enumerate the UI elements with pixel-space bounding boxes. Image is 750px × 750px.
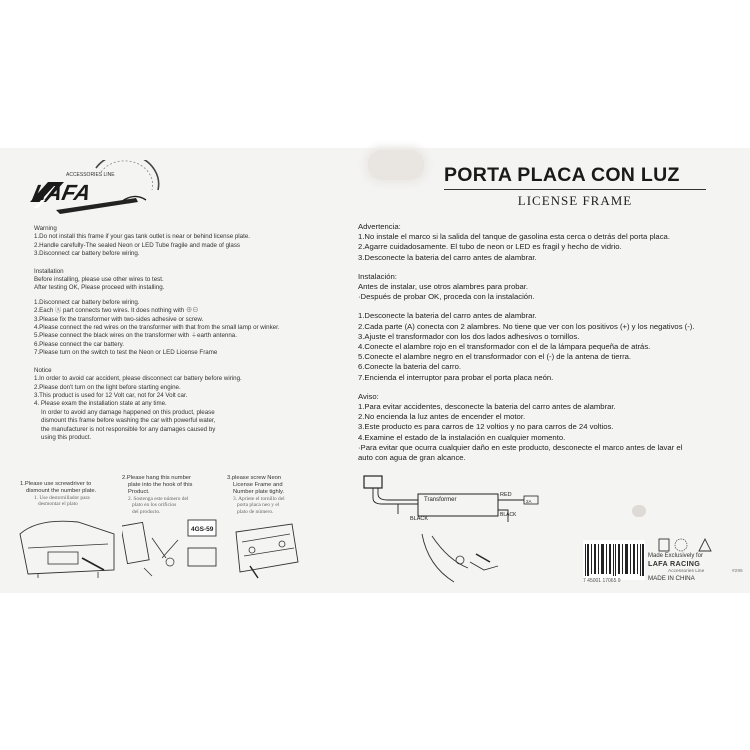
- step-item: 5.Please connect the black wires on the transformer with ⏚earth antenna.: [34, 332, 237, 340]
- notice-item: 3.This product is used for 12 Volt car, not for 24 Volt car.: [34, 391, 188, 399]
- aviso-item: ·Para evitar que ocurra cualquier daño en este producto, desconecte el marco antes de lavar el: [358, 442, 683, 452]
- red-wire-label: RED: [500, 492, 512, 498]
- step-item: 1.Disconnect car battery before wiring.: [34, 298, 140, 306]
- instalacion-intro: ·Después de probar OK, proceda con la instalación.: [358, 292, 535, 302]
- step-item: 7.Please turn on the switch to test the Neon or LED License Frame: [34, 349, 218, 357]
- notice-cont: In order to avoid any damage happened on this product, please: [41, 408, 215, 416]
- lafa-logo: [26, 160, 166, 218]
- step-2-es: 2. Sostenga este número del: [128, 496, 189, 502]
- title-rule: [444, 189, 706, 190]
- diagram-step-1: [20, 481, 130, 508]
- step-2-en: 2.Please hang this number: [122, 475, 191, 481]
- warning-item: 2.Handle carefully-The sealed Neon or LED Tube fragile and made of glass: [34, 241, 241, 249]
- brand-block: [648, 553, 738, 583]
- notice-item: 4. Please exam the installation state at any time.: [34, 400, 167, 408]
- english-instructions: [34, 225, 334, 442]
- step-1-es: 1. Use destornillador para: [34, 495, 90, 501]
- step-3-es: 3. Apriete el tornillo del: [233, 496, 285, 502]
- transformer-label: Transformer: [424, 497, 457, 503]
- car-rear-sketch: [18, 514, 118, 578]
- logo-tagline: ACCESSORIES LINE: [66, 172, 115, 178]
- lafa-seal-icon: [675, 539, 687, 551]
- plate-sample-text: 4GS-59: [191, 526, 214, 533]
- step-3-en: Number plate tighly.: [233, 489, 285, 495]
- step-3-en: 3.please screw Neon: [227, 475, 282, 481]
- aviso-item: 4.Examine el estado de la instalación en cualquier momento.: [358, 432, 566, 442]
- certification-icons: [655, 536, 725, 554]
- product-title: PORTA PLACA CON LUZ: [444, 164, 680, 186]
- hanger-hole: [368, 150, 424, 180]
- aviso-title: Aviso:: [358, 391, 379, 401]
- wiring-diagram: [358, 470, 558, 588]
- screw-plate-sketch: [232, 522, 302, 580]
- notice-title: Notice: [34, 366, 52, 374]
- battery-label: 2A: [526, 499, 532, 504]
- paso-item: 7.Encienda el interruptor para probar el porta placa neón.: [358, 372, 554, 382]
- black-wire-label-right: BLACK: [500, 512, 517, 518]
- made-for-text: Made Exclusively for: [648, 553, 704, 559]
- step-2-en: Product.: [128, 489, 150, 495]
- step-item: 3.Please fix the transformer with two-sides adhesive or screw.: [34, 315, 204, 323]
- advertencia-title: Advertencia:: [358, 222, 401, 231]
- diagram-step-2: [122, 475, 222, 515]
- qc-sticker: [632, 505, 646, 517]
- instalacion-title: Instalación:: [358, 271, 397, 281]
- installation-title: Installation: [34, 267, 64, 275]
- notice-item: 1.In order to avoid car accident, please disconnect car battery before wiring.: [34, 375, 242, 383]
- brand-name: LAFA RACING: [648, 559, 701, 569]
- warning-item: 3.Disconnect car battery before wiring.: [34, 250, 140, 258]
- warning-title: Warning: [34, 225, 57, 232]
- product-subtitle: LICENSE FRAME: [517, 193, 633, 208]
- paso-item: 2.Cada parte (A) conecta con 2 alambres. No tiene que ver con los positivos (+) y los negativos (-).: [358, 321, 695, 331]
- advertencia-item: 2.Agarre cuidadosamente. El tubo de neon or LED es fragil y hecho de vidrio.: [358, 242, 622, 252]
- paso-item: 3.Ajuste el transformador con los dos lados adhesivos o tornillos.: [358, 331, 580, 341]
- paso-item: 5.Conecte el alambre negro en el transformador con el (-) de la antena de tierra.: [358, 352, 632, 362]
- notice-cont: using this product.: [41, 433, 92, 441]
- paso-item: 4.Conecte el alambre rojo en el transformador con el de la lámpara pequeña de atrás.: [358, 342, 651, 352]
- aviso-item: 1.Para evitar accidentes, desconecte la bateria del carro antes de alambrar.: [358, 402, 616, 412]
- warning-item: 1.Do not install this frame if your gas tank outlet is near or behind license plate.: [34, 233, 250, 241]
- step-2-es: del producto.: [132, 508, 161, 515]
- logo-brand: LAFA: [30, 180, 94, 205]
- installation-intro: Before installing, please use other wires to test.: [34, 276, 164, 284]
- paso-item: 1.Desconecte la bateria del carro antes de alambrar.: [358, 311, 537, 321]
- aviso-item: auto con agua de gran alcance.: [358, 453, 466, 463]
- black-wire-label: BLACK: [410, 516, 429, 522]
- made-in-china: MADE IN CHINA: [648, 575, 695, 583]
- step-3-en: License Frame and: [233, 482, 283, 488]
- step-1-en: dismount the number plate.: [26, 488, 97, 494]
- warning-triangle-icon: [699, 539, 711, 551]
- paso-item: 6.Conecte la bateria del carro.: [358, 362, 461, 372]
- step-1-en: 1.Please use screwdriver to: [20, 481, 92, 487]
- advertencia-item: 3.Desconecte la bateria del carro antes de alambrar.: [358, 252, 537, 262]
- notice-cont: the manufacturer is not responsible for any damages caused by: [41, 425, 216, 433]
- installation-intro: After testing OK, Please proceed with installing.: [34, 284, 165, 292]
- brand-tagline: Accessories Line: [668, 568, 705, 574]
- step-item: 4.Please connect the red wires on the transformer with that from the small lamp or winker.: [34, 324, 280, 332]
- aviso-item: 2.No encienda la luz antes de encender el motor.: [358, 412, 526, 422]
- advertencia-item: 1.No instale el marco si la salida del tanque de gasolina esta cerca o detrás del porta placa.: [358, 232, 670, 242]
- spanish-instructions: [358, 222, 748, 463]
- step-2-en: plate into the hook of this: [128, 482, 193, 488]
- plate-hook-sketch: [122, 518, 222, 580]
- step-3-es: porta placa neo y el: [237, 502, 280, 509]
- notice-cont: dismount this frame before washing the car with powerful water,: [41, 417, 216, 425]
- notice-item: 2.Please don't turn on the light before starting engine.: [34, 383, 181, 391]
- title-block: [444, 164, 710, 209]
- step-2-es: plato en los orificios: [132, 502, 177, 509]
- aviso-item: 3.Este producto es para carros de 12 voltios y no para carros de 24 voltios.: [358, 422, 614, 432]
- step-3-es: plato de número.: [237, 508, 274, 515]
- step-item: 6.Please connect the car battery.: [34, 340, 124, 348]
- product-code: #295: [732, 569, 743, 574]
- instalacion-intro: Antes de instalar, use otros alambres para probar.: [358, 282, 529, 292]
- recycle-icon: [659, 539, 669, 551]
- diagram-step-3: [227, 475, 327, 515]
- step-1-es: desmontar el plato: [38, 501, 78, 508]
- barcode-number: 7 45001 17065 9: [583, 578, 621, 584]
- step-item: 2.Each Ⓐ part connects two wires. It does nothing with ⊕⊖: [34, 307, 199, 315]
